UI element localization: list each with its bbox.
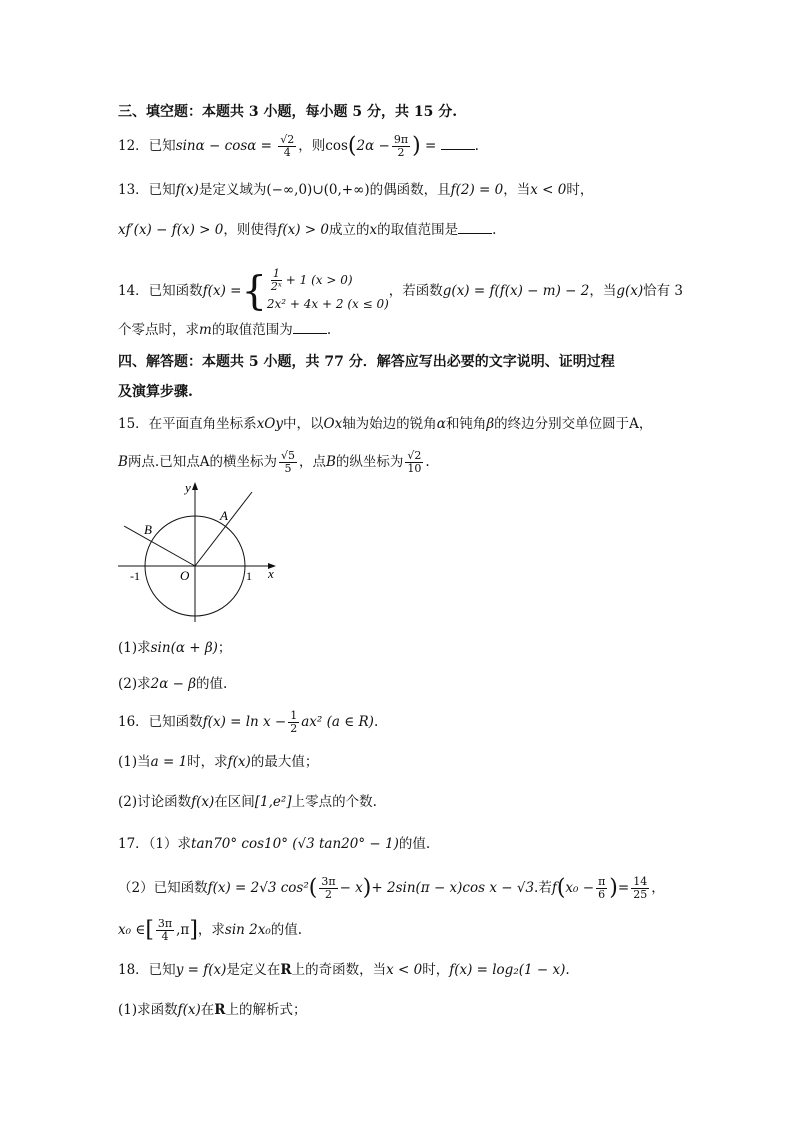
question-17-line-2: （2）已知函数f(x) = 2√3 cos²( $\frac{3\pi}{2}$ − x)+ 2sin(π − x)cos x − √3.若f(x₀ − $\frac{\pi}{6}$ )= $\frac{14}{25}$ ， bbox=[118, 875, 665, 901]
question-13-line-1: 13．已知f(x)是定义域为(−∞,0)∪(0,+∞)的偶函数，且f(2) = 0，当x < 0时， bbox=[118, 182, 594, 198]
y-axis-arrow-icon bbox=[192, 482, 198, 490]
question-16-part-2: (2)讨论函数f(x)在区间[1,e²]上零点的个数. bbox=[118, 794, 377, 810]
answer-blank-12[interactable] bbox=[441, 137, 475, 150]
question-17-line-1: 17．（1）求tan70° cos10° (√3 tan20° − 1)的值. bbox=[118, 836, 431, 852]
question-16-part-1: (1)当a = 1时，求f(x)的最大值； bbox=[118, 754, 319, 770]
section4-heading-line-1: 四、解答题：本题共 5 小题，共 77 分．解答应写出必要的文字说明、证明过程 bbox=[118, 354, 615, 370]
answer-blank-14[interactable] bbox=[293, 321, 327, 334]
tick-neg1: -1 bbox=[130, 569, 140, 583]
point-A-label: A bbox=[220, 508, 228, 523]
section3-heading: 三、填空题：本题共 3 小题，每小题 5 分，共 15 分. bbox=[118, 104, 458, 120]
question-13-line-2: xf′(x) − f(x) > 0，则使得f(x) > 0成立的x的取值范围是 . bbox=[118, 222, 497, 238]
question-16: 16．已知函数f(x) = ln x − $\frac{1}{2}$ ax² (a ∈ R). bbox=[118, 709, 379, 735]
terminal-side-beta bbox=[124, 526, 195, 566]
y-label: y bbox=[185, 482, 191, 495]
answer-blank-13[interactable] bbox=[458, 221, 492, 234]
question-18: 18．已知y = f(x)是定义在R上的奇函数，当x < 0时，f(x) = log₂(1 − x). bbox=[118, 962, 570, 978]
question-14-line-1: 14．已知函数f(x) ={ $\frac{1}{\text{2ˣ}}$ + 1 (x > 0) 2x² + 4x + 2 (x ≤ 0) ，若函数g(x) = f(f(x) − m) − 2，当g(x)恰有 3 bbox=[118, 267, 684, 315]
question-14-line-2: 个零点时，求m的取值范围为 . bbox=[118, 322, 332, 338]
question-18-part-1: (1)求函数f(x)在R上的解析式； bbox=[118, 1002, 307, 1018]
section4-heading-line-2: 及演算步骤. bbox=[118, 384, 193, 400]
piecewise-cases: $\frac{1}{\text{2ˣ}}$ + 1 (x > 0) 2x² + 4x + 2 (x ≤ 0) bbox=[266, 267, 389, 311]
unit-circle-figure bbox=[118, 482, 288, 622]
point-B-label: B bbox=[144, 522, 152, 537]
x-label: x bbox=[268, 566, 274, 581]
origin-label: O bbox=[180, 568, 190, 583]
question-15-line-2: B两点.已知点A的横坐标为 $\frac{√5}{5}$ ，点B的纵坐标为 $\frac{√2}{10}$ . bbox=[118, 449, 430, 475]
question-17-line-3: x₀ ∈[ $\frac{3\pi}{4}$ ,π]，求sin 2x₀的值. bbox=[118, 917, 303, 943]
question-15-part-2: (2)求2α − β的值. bbox=[118, 676, 228, 692]
question-15-part-1: (1)求sin(α + β)； bbox=[118, 640, 232, 656]
question-12: 12．已知sinα − cosα = $\frac{√2}{4}$ ，则cos(2α − $\frac{9\pi}{2}$ ) = . bbox=[118, 133, 479, 159]
question-15-line-1: 15．在平面直角坐标系xOy中，以Ox轴为始边的锐角α和钝角β的终边分别交单位圆于A， bbox=[118, 416, 653, 432]
tick-1: 1 bbox=[246, 569, 252, 583]
